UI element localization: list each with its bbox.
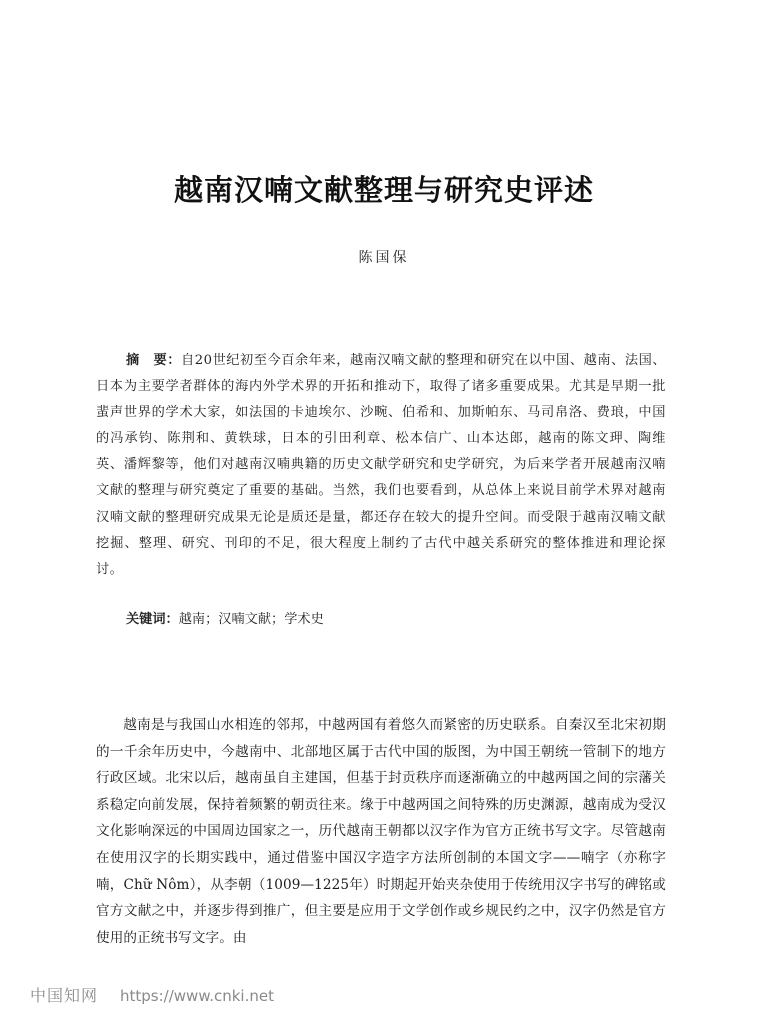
abstract-block (96, 348, 666, 583)
keywords-text: 越南；汉喃文献；学术史 (178, 612, 324, 627)
author-name: 陈国保 (358, 250, 410, 266)
abstract-text: 自20世纪初至今百余年来，越南汉喃文献的整理和研究在以中国、越南、法国、日本为主要学者群体的海内外学术界的开拓和推动下，取得了诸多重要成果。尤其是早期一批蜚声世界的学术大家，如法国的卡迪埃尔、沙畹、伯希和、加斯帕东、马司帛洛、费琅，中国的冯承钧、陈荆和、黄轶球，日本的引田利章、松本信广、山本达郎，越南的陈文玾、陶维英、潘辉黎等，他们对越南汉喃典籍的历史文献学研究和史学研究，为后来学者开展越南汉喃文献的整理与研究奠定了重要的基础。当然，我们也要看到，从总体上来说目前学术界对越南汉喃文献的整理研究成果无论是质还是量，都还存在较大的提升空间。而受限于越南汉喃文献挖掘、整理、研究、刊印的不足，很大程度上制约了古代中越关系研究的整体推进和理论探讨。 (96, 353, 667, 577)
paper-title: 越南汉喃文献整理与研究史评述 (173, 173, 594, 207)
abstract-label: 摘 要： (126, 353, 181, 368)
keywords-label: 关键词： (126, 612, 179, 627)
cnki-watermark (30, 983, 274, 1006)
body-paragraph: 越南是与我国山水相连的邻邦，中越两国有着悠久而紧密的历史联系。自秦汉至北宋初期的一千余年历史中，今越南中、北部地区属于古代中国的版图，为中国王朝统一管制下的地方行政区域。北宋以后，越南虽自主建国，但基于封贡秩序而逐渐确立的中越两国之间的宗藩关系稳定向前发展，保持着频繁的朝贡往来。缘于中越两国之间特殊的历史渊源，越南成为受汉文化影响深远的中国周边国家之一，历代越南王朝都以汉字作为官方正统书写文字。尽管越南在使用汉字的长期实践中，通过借鉴中国汉字造字方法所创制的本国文字——喃字（亦称字喃，Chữ Nôm），从李朝（1009—1225年）时期起开始夹杂使用于传统用汉字书写的碑铭或官方文献之中，并逐步得到推广，但主要是应用于文学创作或乡规民约之中，汉字仍然是官方使用的正统书写文字。由 (96, 717, 666, 946)
keywords-block (126, 608, 324, 632)
watermark-site-name: 中国知网 (30, 986, 99, 1005)
watermark-url: https://www.cnki.net (120, 987, 274, 1005)
